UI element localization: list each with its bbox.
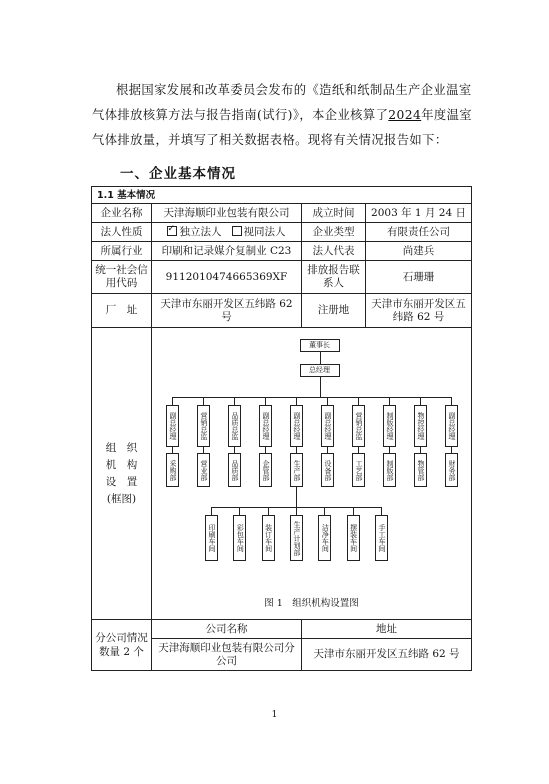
org-node-level2: 副总经理 bbox=[445, 405, 458, 447]
org-node-level3: 营业部 bbox=[197, 453, 210, 487]
org-connector bbox=[268, 507, 269, 515]
org-connector bbox=[320, 352, 321, 364]
basic-info-table bbox=[91, 186, 472, 671]
checkbox-empty-icon bbox=[232, 226, 242, 236]
org-node-level2: 副总经理 bbox=[166, 405, 179, 447]
org-connector bbox=[296, 507, 297, 515]
section-heading: 一、企业基本情况 bbox=[120, 166, 236, 182]
industry-label: 所属行业 bbox=[92, 242, 152, 261]
org-node-level4: 生产计划部 bbox=[290, 515, 303, 561]
org-node-level2: 副总经理 bbox=[321, 405, 334, 447]
org-node-level4: 手工车间 bbox=[375, 515, 388, 561]
org-node-level2: 营销总监 bbox=[197, 405, 210, 447]
org-connector-bus bbox=[172, 397, 452, 398]
org-node-level4: 洁净车间 bbox=[318, 515, 331, 561]
page-number: 1 bbox=[271, 710, 278, 720]
org-node-level3: 财务部 bbox=[445, 453, 458, 487]
registered-address-value: 天津市东丽开发区五纬路 62 号 bbox=[366, 294, 472, 328]
org-connector bbox=[234, 397, 235, 405]
org-connector bbox=[320, 377, 321, 397]
company-name-label: 企业名称 bbox=[92, 204, 152, 223]
branch-address-header: 地址 bbox=[302, 620, 472, 639]
legal-nature-options bbox=[152, 223, 302, 242]
org-node-level4: 摆装车间 bbox=[347, 515, 360, 561]
org-node-level2: 副总经理 bbox=[259, 405, 272, 447]
org-node-level3: 设备部 bbox=[321, 453, 334, 487]
established-label: 成立时间 bbox=[302, 204, 366, 223]
org-node-gm: 总经理 bbox=[300, 364, 340, 377]
org-structure-label: 组 织 机 构 设 置 (框图) bbox=[92, 328, 152, 620]
org-connector bbox=[172, 397, 173, 405]
branch-name-value: 天津海顺印业包装有限公司分公司 bbox=[152, 639, 302, 671]
established-value: 2003 年 1 月 24 日 bbox=[366, 204, 472, 223]
org-node-level2: 品质总监 bbox=[228, 405, 241, 447]
report-contact-label: 排放报告联系人 bbox=[302, 261, 366, 294]
branch-name-header: 公司名称 bbox=[152, 620, 302, 639]
org-chart-caption: 图 1 组织机构设置图 bbox=[264, 598, 359, 609]
org-node-level3: 物管部 bbox=[414, 453, 427, 487]
org-connector bbox=[324, 507, 325, 515]
factory-address-label: 厂 址 bbox=[92, 294, 152, 328]
legal-rep-value: 尚建兵 bbox=[366, 242, 472, 261]
report-contact-value: 石珊珊 bbox=[366, 261, 472, 294]
org-connector bbox=[203, 397, 204, 405]
legal-nature-label: 法人性质 bbox=[92, 223, 152, 242]
org-node-level4: 装订车间 bbox=[262, 515, 275, 561]
org-connector bbox=[265, 397, 266, 405]
org-node-level3: 工艺部 bbox=[352, 453, 365, 487]
industry-value: 印刷和记录媒介复制业 C23 bbox=[152, 242, 302, 261]
org-node-chairman: 董事长 bbox=[300, 339, 340, 352]
factory-address-value: 天津市东丽开发区五纬路 62 号 bbox=[152, 294, 302, 328]
org-node-level2: 副总经理 bbox=[290, 405, 303, 447]
org-connector bbox=[420, 397, 421, 405]
org-node-level2: 营销总监 bbox=[352, 405, 365, 447]
org-connector bbox=[451, 397, 452, 405]
org-connector bbox=[389, 397, 390, 405]
org-chart bbox=[152, 331, 471, 616]
org-connector bbox=[353, 507, 354, 515]
intro-text-a: 根据国家发展和改革委员会发布的《造纸和纸制品生产企业温室气体排放核算方法与报告指南(试行)》，本企业核算了 bbox=[92, 83, 472, 122]
org-node-level4: 印刷车间 bbox=[205, 515, 218, 561]
checkbox-checked-icon bbox=[167, 226, 177, 236]
credit-code-value: 9112010474665369XF bbox=[152, 261, 302, 294]
org-node-level4: 彩包车间 bbox=[233, 515, 246, 561]
org-connector bbox=[327, 397, 328, 405]
legal-option-independent: 独立法人 bbox=[179, 225, 222, 238]
org-connector bbox=[296, 487, 297, 507]
org-connector bbox=[358, 397, 359, 405]
org-node-level2: 物控经理 bbox=[414, 405, 427, 447]
intro-paragraph bbox=[92, 78, 474, 153]
org-node-level3: 制版部 bbox=[383, 453, 396, 487]
branch-label: 分公司情况 数量 2 个 bbox=[92, 620, 152, 671]
org-node-level2: 制版经理 bbox=[383, 405, 396, 447]
org-connector bbox=[381, 507, 382, 515]
org-node-level3: 企管部 bbox=[259, 453, 272, 487]
registered-address-label: 注册地 bbox=[302, 294, 366, 328]
credit-code-label: 统一社会信用代码 bbox=[92, 261, 152, 294]
company-type-value: 有限责任公司 bbox=[366, 223, 472, 242]
company-type-label: 企业类型 bbox=[302, 223, 366, 242]
org-chart-cell bbox=[152, 328, 472, 620]
branch-address-value: 天津市东丽开发区五纬路 62 号 bbox=[302, 639, 472, 671]
company-name-value: 天津海顺印业包装有限公司 bbox=[152, 204, 302, 223]
org-node-level3: 品质部 bbox=[228, 453, 241, 487]
org-connector bbox=[211, 507, 212, 515]
legal-rep-label: 法人代表 bbox=[302, 242, 366, 261]
org-connector bbox=[239, 507, 240, 515]
intro-year: 2024 bbox=[388, 108, 422, 122]
org-node-level3: 采购部 bbox=[166, 453, 179, 487]
intro-text-b: 年度温室气体排放量，并填写了相关数据表格。现将有关情况报告如下： bbox=[92, 108, 472, 147]
org-node-level3: 生产部 bbox=[290, 453, 303, 487]
legal-option-deemed: 视同法人 bbox=[243, 225, 286, 238]
org-connector bbox=[296, 397, 297, 405]
table-section-title: 1.1 基本情况 bbox=[92, 187, 472, 204]
